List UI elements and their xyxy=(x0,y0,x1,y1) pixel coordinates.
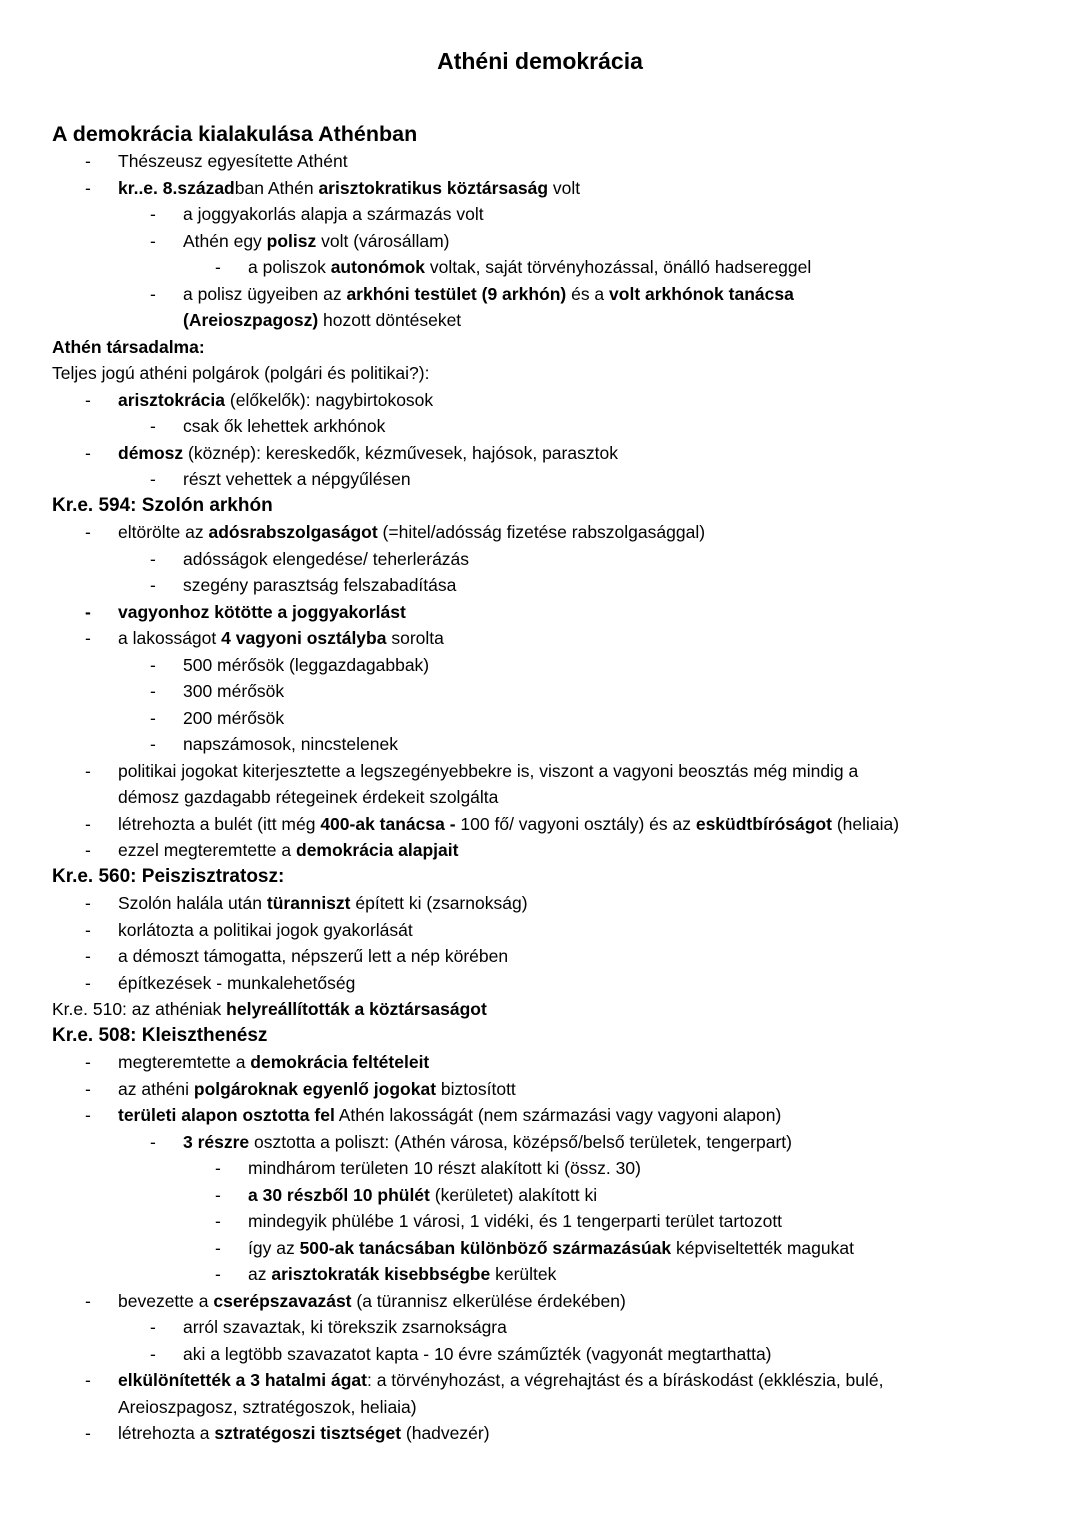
bold-text: vagyonhoz kötötte a joggyakorlást xyxy=(118,601,406,622)
bold-text: arkhóni testület (9 arkhón) xyxy=(346,283,567,304)
bullet-dash: - xyxy=(150,230,156,251)
bold-text: adósrabszolgaságot xyxy=(208,522,378,542)
text: bevezette a xyxy=(118,1290,214,1311)
bold-text: Athén társadalma: xyxy=(52,336,205,357)
bullet-dash: - xyxy=(150,654,156,675)
list-item-level-1 xyxy=(52,148,1028,175)
text: Teljes jogú athéni polgárok (polgári és politikai?): xyxy=(52,363,430,383)
text: a polisz ügyeiben az xyxy=(183,283,347,304)
list-item-level-2 xyxy=(52,281,1028,334)
text: építkezések - munkalehetőség xyxy=(118,972,356,993)
list-item-level-1 xyxy=(52,625,1028,652)
bold-text: a 30 részből 10 phülét xyxy=(248,1184,430,1205)
text: aki a legtöbb szavazatot kapta - 10 évre száműzték (vagyonát megtarthatta) xyxy=(183,1343,772,1364)
list-item-level-1 xyxy=(52,1076,1028,1103)
list-item-level-1 xyxy=(52,1288,1028,1315)
bullet-dash: - xyxy=(150,469,156,489)
list-item-level-2 xyxy=(52,546,1028,573)
bullet-dash: - xyxy=(85,1290,91,1311)
bold-text: sztratégoszi tisztséget xyxy=(214,1423,402,1443)
list-item-level-1 xyxy=(52,175,1028,202)
text: arról szavaztak, ki törekszik zsarnokságra xyxy=(183,1317,507,1337)
text: 300 mérősök xyxy=(183,681,285,701)
list-item-level-3 xyxy=(52,1182,1028,1209)
bullet-dash: - xyxy=(215,1211,221,1231)
text: így az xyxy=(248,1237,300,1258)
bold-text: cserépszavazást xyxy=(213,1290,352,1311)
bullet-dash: - xyxy=(150,548,156,569)
text: az athéni xyxy=(118,1078,194,1099)
paragraph xyxy=(52,996,1028,1023)
document-title: Athéni demokrácia xyxy=(437,48,643,74)
bold-text: polgároknak egyenlő jogokat xyxy=(193,1078,437,1099)
bullet-dash: - xyxy=(85,919,91,940)
list-item-level-1 xyxy=(52,943,1028,970)
paragraph xyxy=(52,334,1028,361)
bullet-dash: - xyxy=(85,1078,91,1099)
text: sorolta xyxy=(386,628,444,648)
list-item-level-2 xyxy=(52,678,1028,705)
bold-text: (Areioszpagosz) xyxy=(183,310,319,330)
text: volt xyxy=(548,177,581,198)
sub-heading xyxy=(52,1023,1028,1050)
text: hozott döntéseket xyxy=(318,310,462,330)
text: szegény parasztság felszabadítása xyxy=(183,575,457,595)
bullet-dash: - xyxy=(85,972,91,993)
text: a lakosságot xyxy=(118,628,222,648)
text: : a törvényhozást, a végrehajtást és a bíráskodást (ekklészia, bulé, xyxy=(366,1370,884,1390)
text: mindhárom területen 10 részt alakított ki (össz. 30) xyxy=(248,1158,641,1178)
bullet-dash: - xyxy=(150,1131,156,1152)
bullet-dash: - xyxy=(85,1423,91,1443)
bullet-dash: - xyxy=(85,946,91,966)
document-body xyxy=(52,120,1028,1447)
text: kerültek xyxy=(490,1264,557,1284)
bullet-dash: - xyxy=(150,1317,156,1337)
text: (=hitel/adósság fizetése rabszolgasággal) xyxy=(377,522,706,542)
bold-text: türanniszt xyxy=(266,893,351,913)
bold-text: 4 vagyoni osztályba xyxy=(221,628,387,648)
bold-text: helyreállították a köztársaságot xyxy=(226,999,487,1019)
bullet-dash: - xyxy=(150,1343,156,1364)
bold-text: elkülönítették a 3 hatalmi ágat xyxy=(118,1370,367,1390)
text: részt vehettek a népgyűlésen xyxy=(183,469,411,489)
list-item-level-3 xyxy=(52,1208,1028,1235)
bold-text: volt arkhónok tanácsa xyxy=(609,283,794,304)
bullet-dash: - xyxy=(215,1184,221,1205)
text: létrehozta a bulét (itt még xyxy=(118,813,321,834)
bold-text: 500-ak tanácsában különböző származásúak xyxy=(299,1237,672,1258)
list-item-level-1 xyxy=(52,837,1028,864)
text: (hadvezér) xyxy=(401,1423,490,1443)
bullet-dash: - xyxy=(150,575,156,595)
list-item-level-2 xyxy=(52,1129,1028,1156)
text: csak ők lehettek arkhónok xyxy=(183,416,386,436)
text: és a xyxy=(566,283,610,304)
bullet-dash: - xyxy=(85,760,91,781)
sub-heading xyxy=(52,493,1028,520)
text: volt (városállam) xyxy=(316,230,450,251)
text: a poliszok xyxy=(248,257,331,277)
list-item-level-3 xyxy=(52,1155,1028,1182)
text: (kerületet) alakított ki xyxy=(429,1184,598,1205)
bold-text: területi alapon osztotta fel xyxy=(118,1105,335,1125)
bullet-dash: - xyxy=(150,283,156,304)
text: képviseltették magukat xyxy=(671,1237,854,1258)
bullet-dash: - xyxy=(85,628,91,648)
bold-text: esküdtbíróságot xyxy=(695,813,832,834)
list-item-level-1 xyxy=(52,890,1028,917)
list-item-level-1 xyxy=(52,970,1028,997)
list-item-level-2 xyxy=(52,705,1028,732)
text: épített ki (zsarnokság) xyxy=(350,893,528,913)
list-item-level-1 xyxy=(52,1102,1028,1129)
bold-text: demokrácia feltételeit xyxy=(250,1052,430,1072)
text: Athén lakosságát (nem származási vagy vagyoni alapon) xyxy=(334,1105,782,1125)
bold-text: demokrácia alapjait xyxy=(296,840,459,860)
list-item-level-2 xyxy=(52,572,1028,599)
text: (köznép): kereskedők, kézművesek, hajósok, parasztok xyxy=(183,442,618,463)
bold-text: Kr.e. 508: Kleiszthenész xyxy=(52,1024,268,1046)
text: voltak, saját törvényhozással, önálló hadsereggel xyxy=(425,257,812,277)
bullet-dash: - xyxy=(85,522,91,542)
bullet-dash: - xyxy=(85,1052,91,1072)
bold-text: Kr.e. 560: Peiszisztratosz: xyxy=(52,865,285,887)
list-item-level-1 xyxy=(52,758,1028,811)
bullet-dash: - xyxy=(150,416,156,436)
bullet-dash: - xyxy=(150,707,156,728)
list-item-level-1 xyxy=(52,917,1028,944)
list-item-level-3 xyxy=(52,254,1028,281)
bullet-dash: - xyxy=(85,601,91,622)
text: létrehozta a xyxy=(118,1423,215,1443)
list-item-level-1 xyxy=(52,1367,1028,1420)
text: biztosított xyxy=(436,1078,516,1099)
bold-text: kr..e. 8.század xyxy=(118,177,235,198)
text: adósságok elengedése/ teherlerázás xyxy=(183,548,470,569)
text: ban Athén xyxy=(234,177,319,198)
bold-text: arisztokratikus köztársaság xyxy=(318,177,549,198)
list-item-level-2 xyxy=(52,652,1028,679)
bullet-dash: - xyxy=(150,734,156,754)
list-item-level-1 xyxy=(52,811,1028,838)
list-item-level-2 xyxy=(52,1314,1028,1341)
list-item-level-3 xyxy=(52,1261,1028,1288)
bold-text: 3 részre xyxy=(183,1131,250,1152)
text: 200 mérősök xyxy=(183,707,285,728)
text: Szolón halála után xyxy=(118,893,267,913)
text: (a türannisz elkerülése érdekében) xyxy=(351,1290,626,1311)
list-item-level-2 xyxy=(52,1341,1028,1368)
text: Kr.e. 510: az athéniak xyxy=(52,999,227,1019)
bullet-dash: - xyxy=(215,257,221,277)
text: ezzel megteremtette a xyxy=(118,840,296,860)
list-item-level-1 xyxy=(52,519,1028,546)
text: Areioszpagosz, sztratégoszok, heliaia) xyxy=(118,1396,417,1417)
bold-text: arisztokraták kisebbségbe xyxy=(271,1264,491,1284)
bold-text: 400-ak tanácsa - xyxy=(320,813,456,834)
text: Athén egy xyxy=(183,230,267,251)
bold-text: A demokrácia kialakulása Athénban xyxy=(52,122,418,146)
text: 100 fő/ vagyoni osztály) és az xyxy=(455,813,696,834)
bullet-dash: - xyxy=(85,1370,91,1390)
text: osztotta a poliszt: (Athén városa, középső/belső területek, tengerpart) xyxy=(249,1131,792,1152)
list-item-level-3 xyxy=(52,1235,1028,1262)
bullet-dash: - xyxy=(85,442,91,463)
text: (heliaia) xyxy=(831,813,900,834)
bullet-dash: - xyxy=(150,204,156,224)
paragraph xyxy=(52,360,1028,387)
bullet-dash: - xyxy=(85,389,91,410)
sub-heading xyxy=(52,864,1028,891)
list-item-level-2 xyxy=(52,228,1028,255)
bold-text: autonómok xyxy=(330,257,425,277)
text: politikai jogokat kiterjesztette a legszegényebbekre is, viszont a vagyoni beosztás még mindig a xyxy=(118,760,859,781)
bullet-dash: - xyxy=(85,813,91,834)
bold-text: Szolón arkhón xyxy=(141,494,273,516)
text: korlátozta a politikai jogok gyakorlását xyxy=(118,919,413,940)
section-heading xyxy=(52,120,1028,148)
list-item-level-2 xyxy=(52,466,1028,493)
text: mindegyik phülébe 1 városi, 1 vidéki, és 1 tengerparti terület tartozott xyxy=(248,1211,783,1231)
list-item-level-2 xyxy=(52,201,1028,228)
list-item-level-1 xyxy=(52,1049,1028,1076)
text: megteremtette a xyxy=(118,1052,251,1072)
text: Thészeusz egyesítette Athént xyxy=(118,151,348,171)
bullet-dash: - xyxy=(85,840,91,860)
bullet-dash: - xyxy=(150,681,156,701)
text: a joggyakorlás alapja a származás volt xyxy=(183,204,484,224)
bullet-dash: - xyxy=(215,1237,221,1258)
text: (előkelők): nagybirtokosok xyxy=(225,389,434,410)
text: démosz gazdagabb rétegeinek érdekeit szolgálta xyxy=(118,787,499,807)
bullet-dash: - xyxy=(85,177,91,198)
text: a démoszt támogatta, népszerű lett a nép körében xyxy=(118,946,509,966)
bold-text: Kr.e. 594 xyxy=(52,494,131,516)
text: napszámosok, nincstelenek xyxy=(183,734,398,754)
bold-text: démosz xyxy=(118,442,184,463)
text: 500 mérősök (leggazdagabbak) xyxy=(183,654,430,675)
bullet-dash: - xyxy=(85,151,91,171)
bullet-dash: - xyxy=(215,1264,221,1284)
bullet-dash: - xyxy=(85,1105,91,1125)
list-item-level-2 xyxy=(52,413,1028,440)
list-item-level-1 xyxy=(52,599,1028,626)
text: az xyxy=(248,1264,272,1284)
bullet-dash: - xyxy=(215,1158,221,1178)
list-item-level-1 xyxy=(52,387,1028,414)
text: : xyxy=(130,494,142,516)
list-item-level-2 xyxy=(52,731,1028,758)
text: eltörölte az xyxy=(118,522,209,542)
bold-text: arisztokrácia xyxy=(118,389,226,410)
bullet-dash: - xyxy=(85,893,91,913)
list-item-level-1 xyxy=(52,1420,1028,1447)
bold-text: polisz xyxy=(266,230,317,251)
list-item-level-1 xyxy=(52,440,1028,467)
